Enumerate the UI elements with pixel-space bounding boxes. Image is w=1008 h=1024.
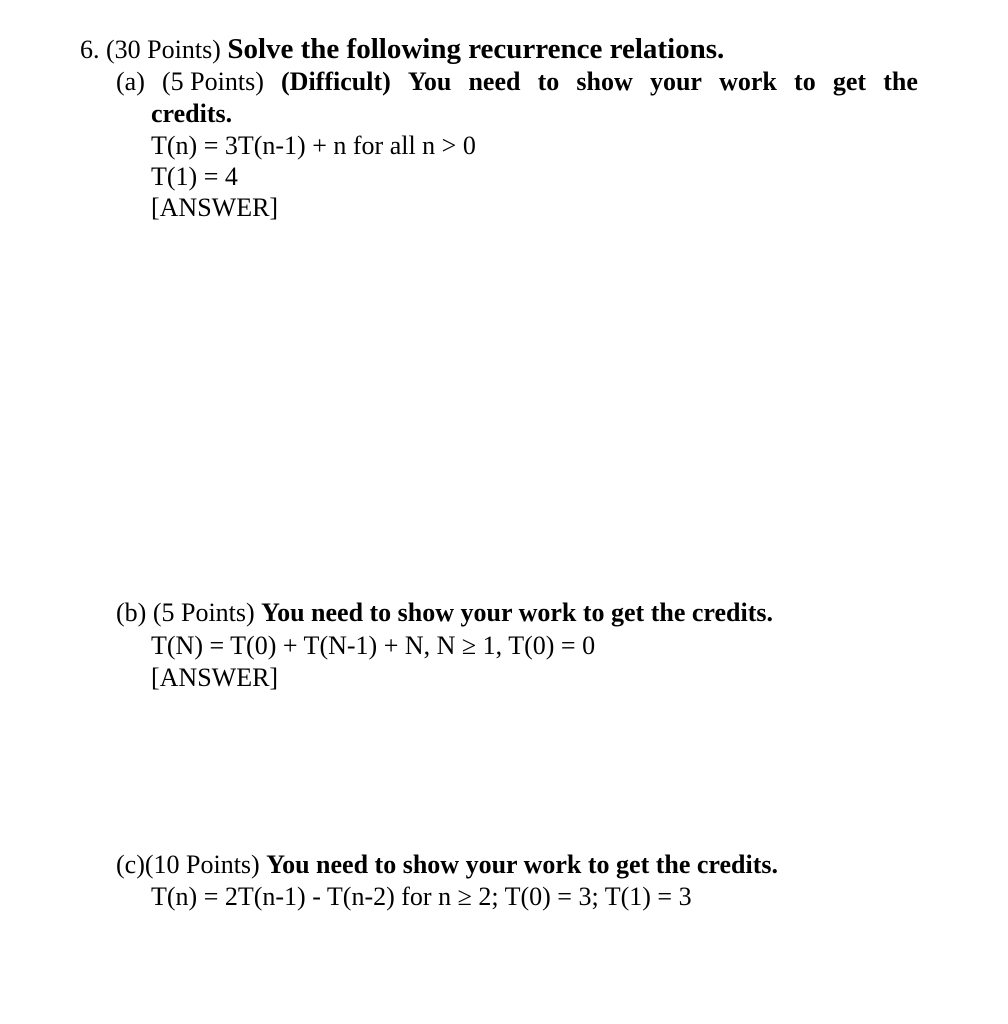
part-b-points: (5 Points): [152, 598, 255, 627]
part-c-equation: T(n) = 2T(n-1) - T(n-2) for n ≥ 2; T(0) = 3; T(1) = 3: [151, 882, 692, 911]
part-a-equation-1: T(n) = 3T(n-1) + n for all n > 0: [151, 131, 476, 160]
part-a-word: get: [832, 67, 867, 96]
part-a-word: You: [407, 67, 452, 96]
part-a-word: show: [576, 67, 633, 96]
part-a-answer: [ANSWER]: [151, 193, 279, 222]
question-header: [80, 33, 724, 66]
part-a-points: (5 Points): [162, 67, 264, 96]
part-b-label: (b): [116, 598, 147, 627]
question-number: 6.: [80, 35, 100, 64]
part-a-equation-2: T(1) = 4: [151, 162, 238, 191]
part-b-answer: [ANSWER]: [151, 663, 279, 692]
part-a-instruction-end: credits.: [151, 99, 233, 128]
part-a-label: (a): [116, 67, 145, 96]
part-c-points: (10 Points): [144, 850, 260, 879]
part-a-word: need: [468, 67, 521, 96]
part-a-header: [116, 66, 918, 98]
part-c-instruction: You need to show your work to get the credits.: [266, 850, 779, 879]
part-a-difficulty: (Difficult): [281, 67, 391, 96]
part-a-word: the: [883, 67, 918, 96]
part-b-equation: T(N) = T(0) + T(N-1) + N, N ≥ 1, T(0) = 0: [151, 631, 596, 660]
part-a-word: work: [719, 67, 777, 96]
part-a-word: to: [537, 67, 560, 96]
part-c-header: [116, 849, 778, 881]
part-c-label: (c): [116, 850, 145, 879]
part-a-word: to: [794, 67, 816, 96]
question-title: Solve the following recurrence relations.: [227, 33, 725, 65]
part-a-word: your: [649, 67, 702, 96]
part-b-instruction: You need to show your work to get the credits.: [261, 598, 773, 627]
question-points: (30 Points): [106, 35, 221, 64]
part-b-header: [116, 597, 773, 629]
